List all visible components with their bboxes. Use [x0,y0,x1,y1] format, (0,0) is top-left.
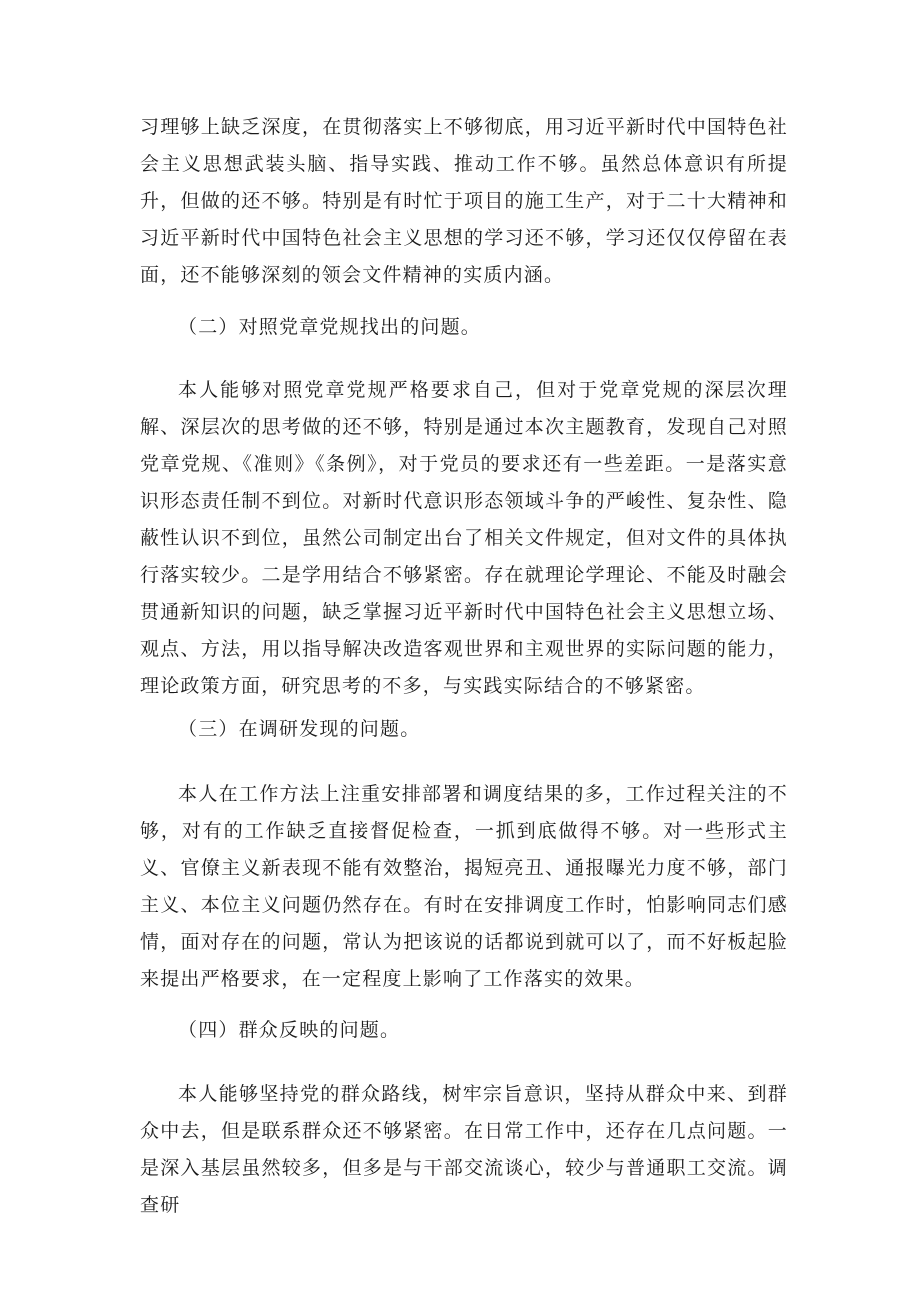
paragraph-section-2: 本人能够对照党章党规严格要求自己，但对于党章党规的深层次理解、深层次的思考做的还不够，特别是通过本次主题教育，发现自己对照党章党规、《准则》《条例》，对于党员的要求还有一些差距。一是落实意识形态责任制不到位。对新时代意识形态领域斗争的严峻性、复杂性、隐蔽性认识不到位，虽然公司制定出台了相关文件规定，但对文件的具体执行落实较少。二是学用结合不够紧密。存在就理论学理论、不能及时融会贯通新知识的问题，缺乏掌握习近平新时代中国特色社会主义思想立场、观点、方法，用以指导解决改造客观世界和主观世界的实际问题的能力，理论政策方面，研究思考的不多，与实践实际结合的不够紧密。 [140,379,788,697]
paragraph-section-4: 本人能够坚持党的群众路线，树牢宗旨意识，坚持从群众中来、到群众中去，但是联系群众还不够紧密。在日常工作中，还存在几点问题。一是深入基层虽然较多，但多是与干部交流谈心，较少与普通职工交流。调查研 [140,1083,788,1216]
section-heading-4: （四）群众反映的问题。 [178,1019,401,1041]
section-heading-2: （二）对照党章党规找出的问题。 [178,316,482,338]
paragraph-section-3: 本人在工作方法上注重安排部署和调度结果的多，工作过程关注的不够，对有的工作缺乏直接督促检查，一抓到底做得不够。对一些形式主义、官僚主义新表现不能有效整治，揭短亮丑、通报曝光力度不够，部门主义、本位主义问题仍然存在。有时在安排调度工作时，怕影响同志们感情，面对存在的问题，常认为把该说的话都说到就可以了，而不好板起脸来提出严格要求，在一定程度上影响了工作落实的效果。 [140,783,788,990]
paragraph-continuation: 习理够上缺乏深度，在贯彻落实上不够彻底，用习近平新时代中国特色社会主义思想武装头脑、指导实践、推动工作不够。虽然总体意识有所提升，但做的还不够。特别是有时忙于项目的施工生产，对于二十大精神和习近平新时代中国特色社会主义思想的学习还不够，学习还仅仅停留在表面，还不能够深刻的领会文件精神的实质内涵。 [140,116,788,286]
section-heading-3: （三）在调研发现的问题。 [178,718,421,740]
